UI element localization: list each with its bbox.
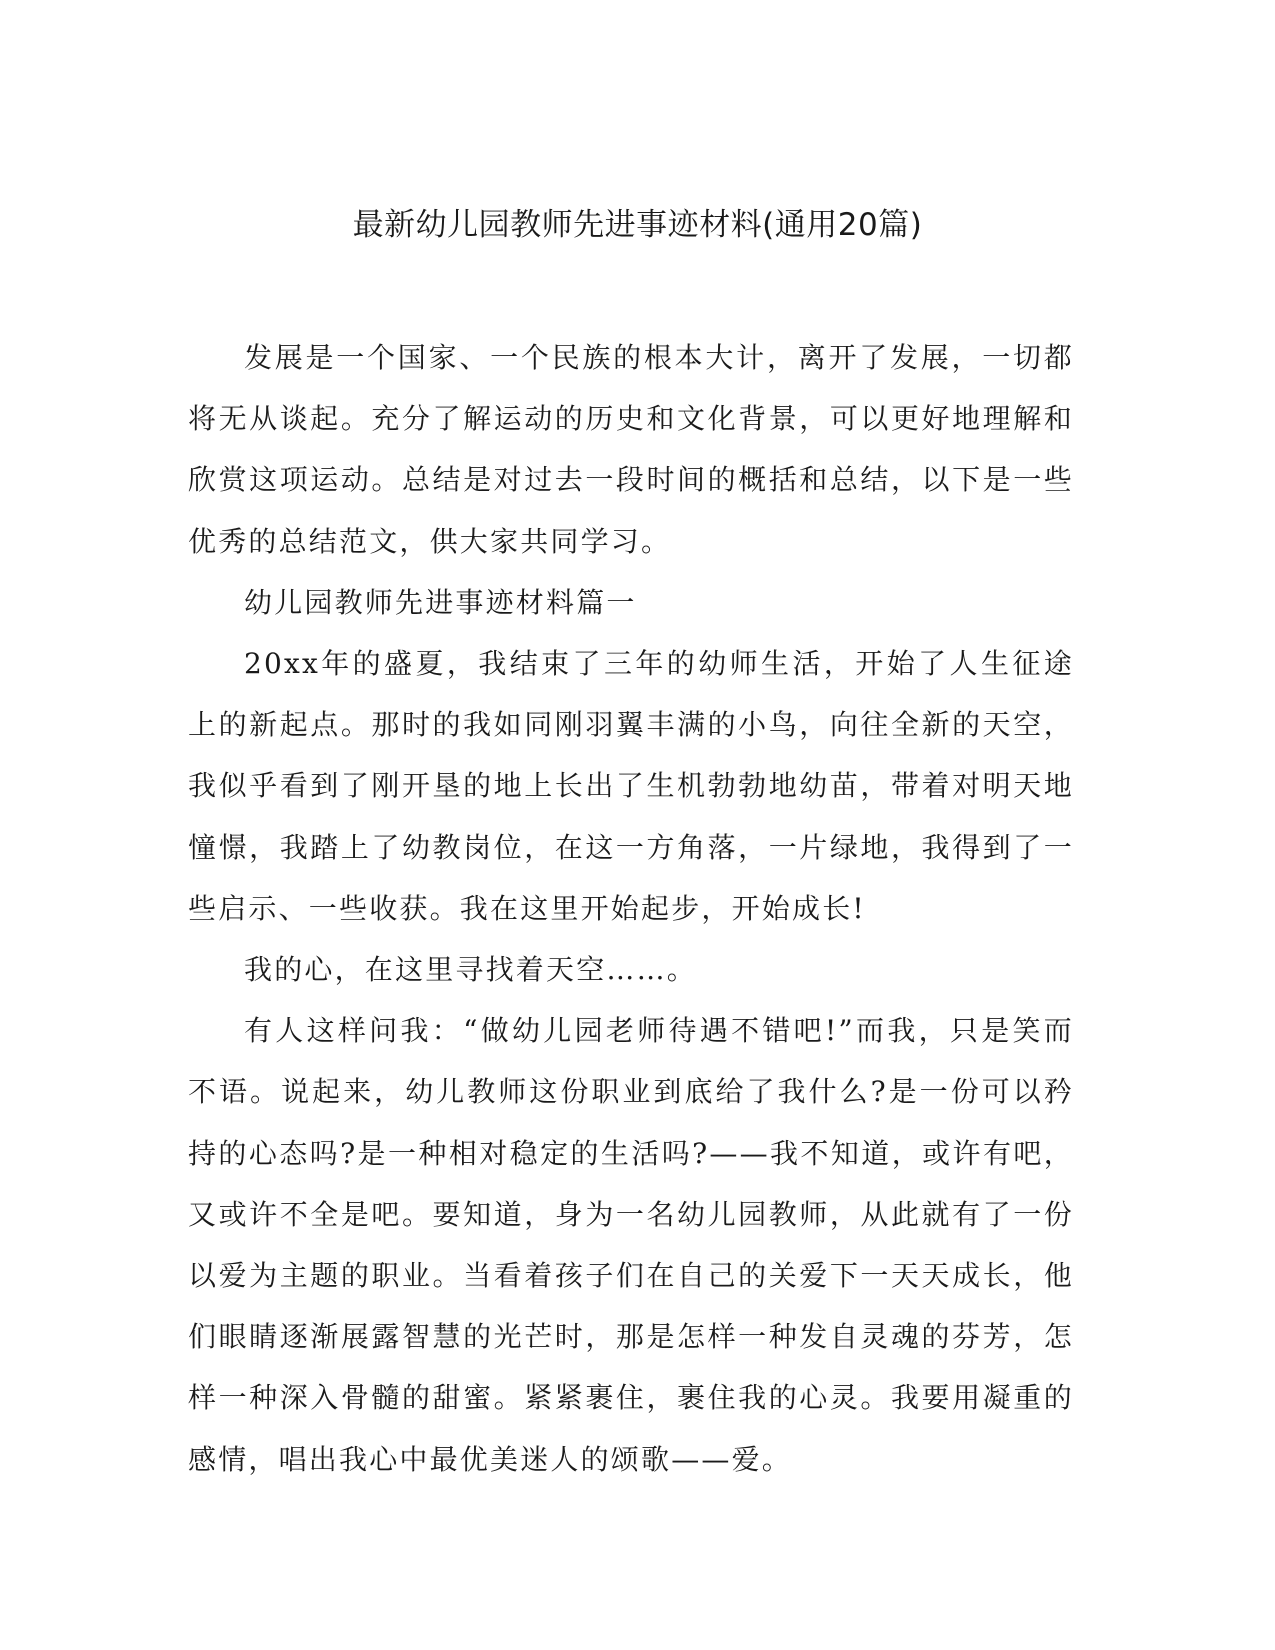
section-heading: 幼儿园教师先进事迹材料篇一 xyxy=(244,585,637,619)
document-title: 最新幼儿园教师先进事迹材料(通用20篇) xyxy=(352,207,923,243)
paragraph-intro: 发展是一个国家、一个民族的根本大计，离开了发展，一切都将无从谈起。充分了解运动的历史和文化背景，可以更好地理解和欣赏这项运动。总结是对过去一段时间的概括和总结，以下是一些优秀的总结范文，供大家共同学习。 xyxy=(188,341,1074,558)
paragraph: 我的心，在这里寻找着天空……。 xyxy=(244,953,698,987)
paragraph: 20xx年的盛夏，我结束了三年的幼师生活，开始了人生征途上的新起点。那时的我如同刚羽翼丰满的小鸟，向往全新的天空，我似乎看到了刚开垦的地上长出了生机勃勃地幼苗，带着对明天地憧憬，我踏上了幼教岗位，在这一方角落，一片绿地，我得到了一些启示、一些收获。我在这里开始起步，开始成长! xyxy=(188,647,1074,925)
document-body xyxy=(188,327,1074,1490)
paragraph: 有人这样问我：“做幼儿园老师待遇不错吧!”而我，只是笑而不语。说起来，幼儿教师这份职业到底给了我什么?是一份可以矜持的心态吗?是一种相对稳定的生活吗?——我不知道，或许有吧，又或许不全是吧。要知道，身为一名幼儿园教师，从此就有了一份以爱为主题的职业。当看着孩子们在自己的关爱下一天天成长，他们眼睛逐渐展露智慧的光芒时，那是怎样一种发自灵魂的芬芳，怎样一种深入骨髓的甜蜜。紧紧裹住，裹住我的心灵。我要用凝重的感情，唱出我心中最优美迷人的颂歌——爱。 xyxy=(188,1014,1074,1476)
